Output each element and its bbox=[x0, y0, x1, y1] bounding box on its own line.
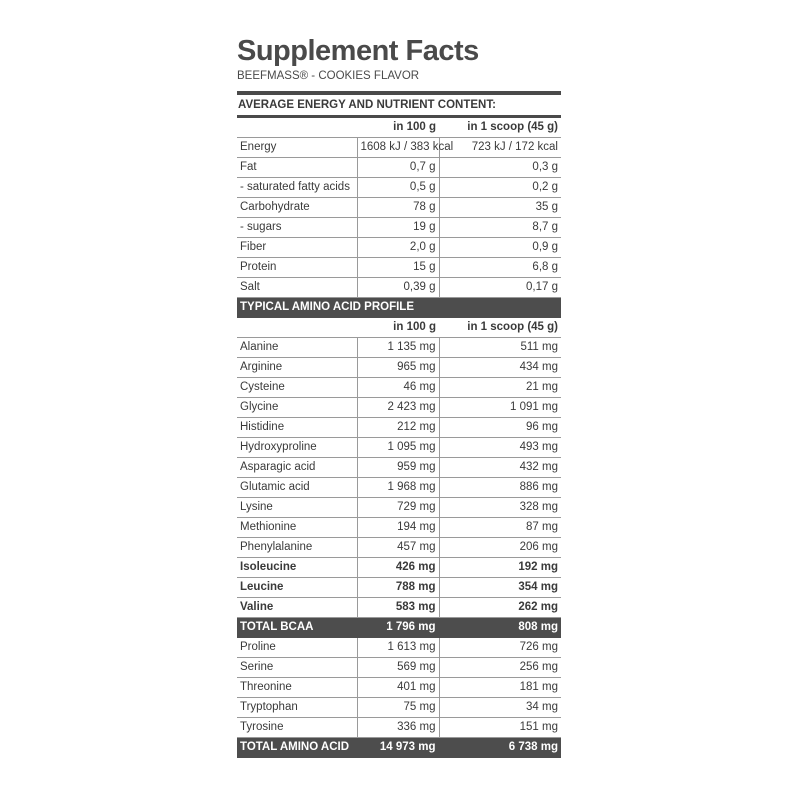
row-value-per-100g: 78 g bbox=[357, 198, 439, 218]
row-label: Lysine bbox=[237, 498, 357, 518]
row-label: Phenylalanine bbox=[237, 538, 357, 558]
row-value-per-100g: 788 mg bbox=[357, 578, 439, 598]
amino-row bbox=[237, 578, 561, 598]
row-label: Threonine bbox=[237, 678, 357, 698]
row-value-per-scoop: 493 mg bbox=[439, 438, 561, 458]
row-label: Glutamic acid bbox=[237, 478, 357, 498]
row-label: - saturated fatty acids bbox=[237, 178, 357, 198]
amino-row bbox=[237, 618, 561, 638]
amino-row bbox=[237, 718, 561, 738]
row-value-per-scoop: 8,7 g bbox=[439, 218, 561, 238]
row-value-per-100g: 1 968 mg bbox=[357, 478, 439, 498]
row-value-per-scoop: 256 mg bbox=[439, 658, 561, 678]
header-blank-cell bbox=[237, 318, 357, 338]
amino-row bbox=[237, 498, 561, 518]
row-value-per-scoop: 87 mg bbox=[439, 518, 561, 538]
row-value-per-100g: 2 423 mg bbox=[357, 398, 439, 418]
nutrient-row bbox=[237, 278, 561, 298]
nutrient-row bbox=[237, 258, 561, 278]
row-label: Hydroxyproline bbox=[237, 438, 357, 458]
amino-row bbox=[237, 738, 561, 758]
column-header-per-scoop: in 1 scoop (45 g) bbox=[439, 117, 561, 138]
amino-row bbox=[237, 518, 561, 538]
row-value-per-100g: 14 973 mg bbox=[357, 738, 439, 758]
row-value-per-100g: 0,39 g bbox=[357, 278, 439, 298]
row-label: TOTAL AMINO ACID bbox=[237, 738, 357, 758]
row-value-per-scoop: 21 mg bbox=[439, 378, 561, 398]
row-value-per-100g: 0,7 g bbox=[357, 158, 439, 178]
amino-row bbox=[237, 558, 561, 578]
row-value-per-scoop: 0,2 g bbox=[439, 178, 561, 198]
row-label: Cysteine bbox=[237, 378, 357, 398]
page-title: Supplement Facts bbox=[237, 35, 479, 67]
amino-section-heading-row bbox=[237, 298, 561, 318]
row-label: - sugars bbox=[237, 218, 357, 238]
row-label: Arginine bbox=[237, 358, 357, 378]
amino-row bbox=[237, 658, 561, 678]
row-value-per-100g: 965 mg bbox=[357, 358, 439, 378]
nutrient-section-heading: AVERAGE ENERGY AND NUTRIENT CONTENT: bbox=[238, 99, 496, 111]
row-value-per-100g: 959 mg bbox=[357, 458, 439, 478]
row-label: Tryptophan bbox=[237, 698, 357, 718]
amino-column-header-row bbox=[237, 318, 561, 338]
row-value-per-scoop: 328 mg bbox=[439, 498, 561, 518]
row-value-per-100g: 729 mg bbox=[357, 498, 439, 518]
nutrient-row bbox=[237, 138, 561, 158]
row-label: TOTAL BCAA bbox=[237, 618, 357, 638]
nutrient-row bbox=[237, 198, 561, 218]
row-value-per-100g: 19 g bbox=[357, 218, 439, 238]
amino-row bbox=[237, 358, 561, 378]
amino-row bbox=[237, 638, 561, 658]
row-value-per-100g: 1 095 mg bbox=[357, 438, 439, 458]
amino-row bbox=[237, 418, 561, 438]
row-value-per-100g: 2,0 g bbox=[357, 238, 439, 258]
row-label: Carbohydrate bbox=[237, 198, 357, 218]
row-label: Fiber bbox=[237, 238, 357, 258]
row-label: Valine bbox=[237, 598, 357, 618]
row-value-per-scoop: 886 mg bbox=[439, 478, 561, 498]
supplement-facts-panel bbox=[237, 32, 561, 758]
row-value-per-100g: 212 mg bbox=[357, 418, 439, 438]
row-label: Serine bbox=[237, 658, 357, 678]
row-value-per-scoop: 434 mg bbox=[439, 358, 561, 378]
column-header-per-100g: in 100 g bbox=[357, 318, 439, 338]
row-value-per-100g: 1 613 mg bbox=[357, 638, 439, 658]
row-value-per-scoop: 206 mg bbox=[439, 538, 561, 558]
column-header-per-100g: in 100 g bbox=[357, 117, 439, 138]
row-label: Proline bbox=[237, 638, 357, 658]
header-blank-cell bbox=[237, 117, 357, 138]
row-value-per-scoop: 808 mg bbox=[439, 618, 561, 638]
row-label: Salt bbox=[237, 278, 357, 298]
row-label: Isoleucine bbox=[237, 558, 357, 578]
row-value-per-scoop: 511 mg bbox=[439, 338, 561, 358]
row-value-per-100g: 1 796 mg bbox=[357, 618, 439, 638]
row-value-per-scoop: 34 mg bbox=[439, 698, 561, 718]
row-value-per-scoop: 6,8 g bbox=[439, 258, 561, 278]
row-value-per-100g: 46 mg bbox=[357, 378, 439, 398]
row-label: Energy bbox=[237, 138, 357, 158]
row-value-per-scoop: 726 mg bbox=[439, 638, 561, 658]
amino-row bbox=[237, 378, 561, 398]
nutrient-row bbox=[237, 178, 561, 198]
row-value-per-scoop: 6 738 mg bbox=[439, 738, 561, 758]
row-label: Leucine bbox=[237, 578, 357, 598]
row-label: Alanine bbox=[237, 338, 357, 358]
nutrient-column-header-row bbox=[237, 117, 561, 138]
row-value-per-scoop: 1 091 mg bbox=[439, 398, 561, 418]
row-value-per-scoop: 192 mg bbox=[439, 558, 561, 578]
row-value-per-100g: 75 mg bbox=[357, 698, 439, 718]
column-header-per-scoop: in 1 scoop (45 g) bbox=[439, 318, 561, 338]
amino-row bbox=[237, 458, 561, 478]
amino-row bbox=[237, 698, 561, 718]
row-value-per-100g: 336 mg bbox=[357, 718, 439, 738]
amino-row bbox=[237, 538, 561, 558]
row-value-per-100g: 401 mg bbox=[357, 678, 439, 698]
nutrient-row bbox=[237, 218, 561, 238]
row-value-per-scoop: 0,3 g bbox=[439, 158, 561, 178]
row-value-per-100g: 583 mg bbox=[357, 598, 439, 618]
row-value-per-scoop: 262 mg bbox=[439, 598, 561, 618]
row-label: Glycine bbox=[237, 398, 357, 418]
row-value-per-100g: 0,5 g bbox=[357, 178, 439, 198]
row-value-per-scoop: 723 kJ / 172 kcal bbox=[439, 138, 561, 158]
row-label: Histidine bbox=[237, 418, 357, 438]
row-value-per-scoop: 151 mg bbox=[439, 718, 561, 738]
row-value-per-100g: 569 mg bbox=[357, 658, 439, 678]
row-value-per-scoop: 0,9 g bbox=[439, 238, 561, 258]
row-value-per-100g: 1608 kJ / 383 kcal bbox=[357, 138, 439, 158]
amino-row bbox=[237, 478, 561, 498]
amino-row bbox=[237, 678, 561, 698]
row-value-per-scoop: 432 mg bbox=[439, 458, 561, 478]
row-label: Protein bbox=[237, 258, 357, 278]
row-label: Fat bbox=[237, 158, 357, 178]
amino-row bbox=[237, 598, 561, 618]
row-label: Tyrosine bbox=[237, 718, 357, 738]
amino-row bbox=[237, 338, 561, 358]
row-value-per-scoop: 181 mg bbox=[439, 678, 561, 698]
amino-section-heading: TYPICAL AMINO ACID PROFILE bbox=[237, 298, 561, 318]
row-value-per-100g: 426 mg bbox=[357, 558, 439, 578]
row-value-per-scoop: 0,17 g bbox=[439, 278, 561, 298]
row-value-per-100g: 194 mg bbox=[357, 518, 439, 538]
amino-row bbox=[237, 438, 561, 458]
nutrition-table bbox=[237, 115, 561, 758]
amino-row bbox=[237, 398, 561, 418]
row-label: Methionine bbox=[237, 518, 357, 538]
row-value-per-scoop: 354 mg bbox=[439, 578, 561, 598]
row-value-per-100g: 457 mg bbox=[357, 538, 439, 558]
row-value-per-100g: 15 g bbox=[357, 258, 439, 278]
nutrient-row bbox=[237, 158, 561, 178]
product-subtitle: BEEFMASS® - COOKIES FLAVOR bbox=[237, 70, 420, 82]
row-value-per-scoop: 35 g bbox=[439, 198, 561, 218]
row-value-per-100g: 1 135 mg bbox=[357, 338, 439, 358]
row-label: Asparagic acid bbox=[237, 458, 357, 478]
nutrient-row bbox=[237, 238, 561, 258]
row-value-per-scoop: 96 mg bbox=[439, 418, 561, 438]
